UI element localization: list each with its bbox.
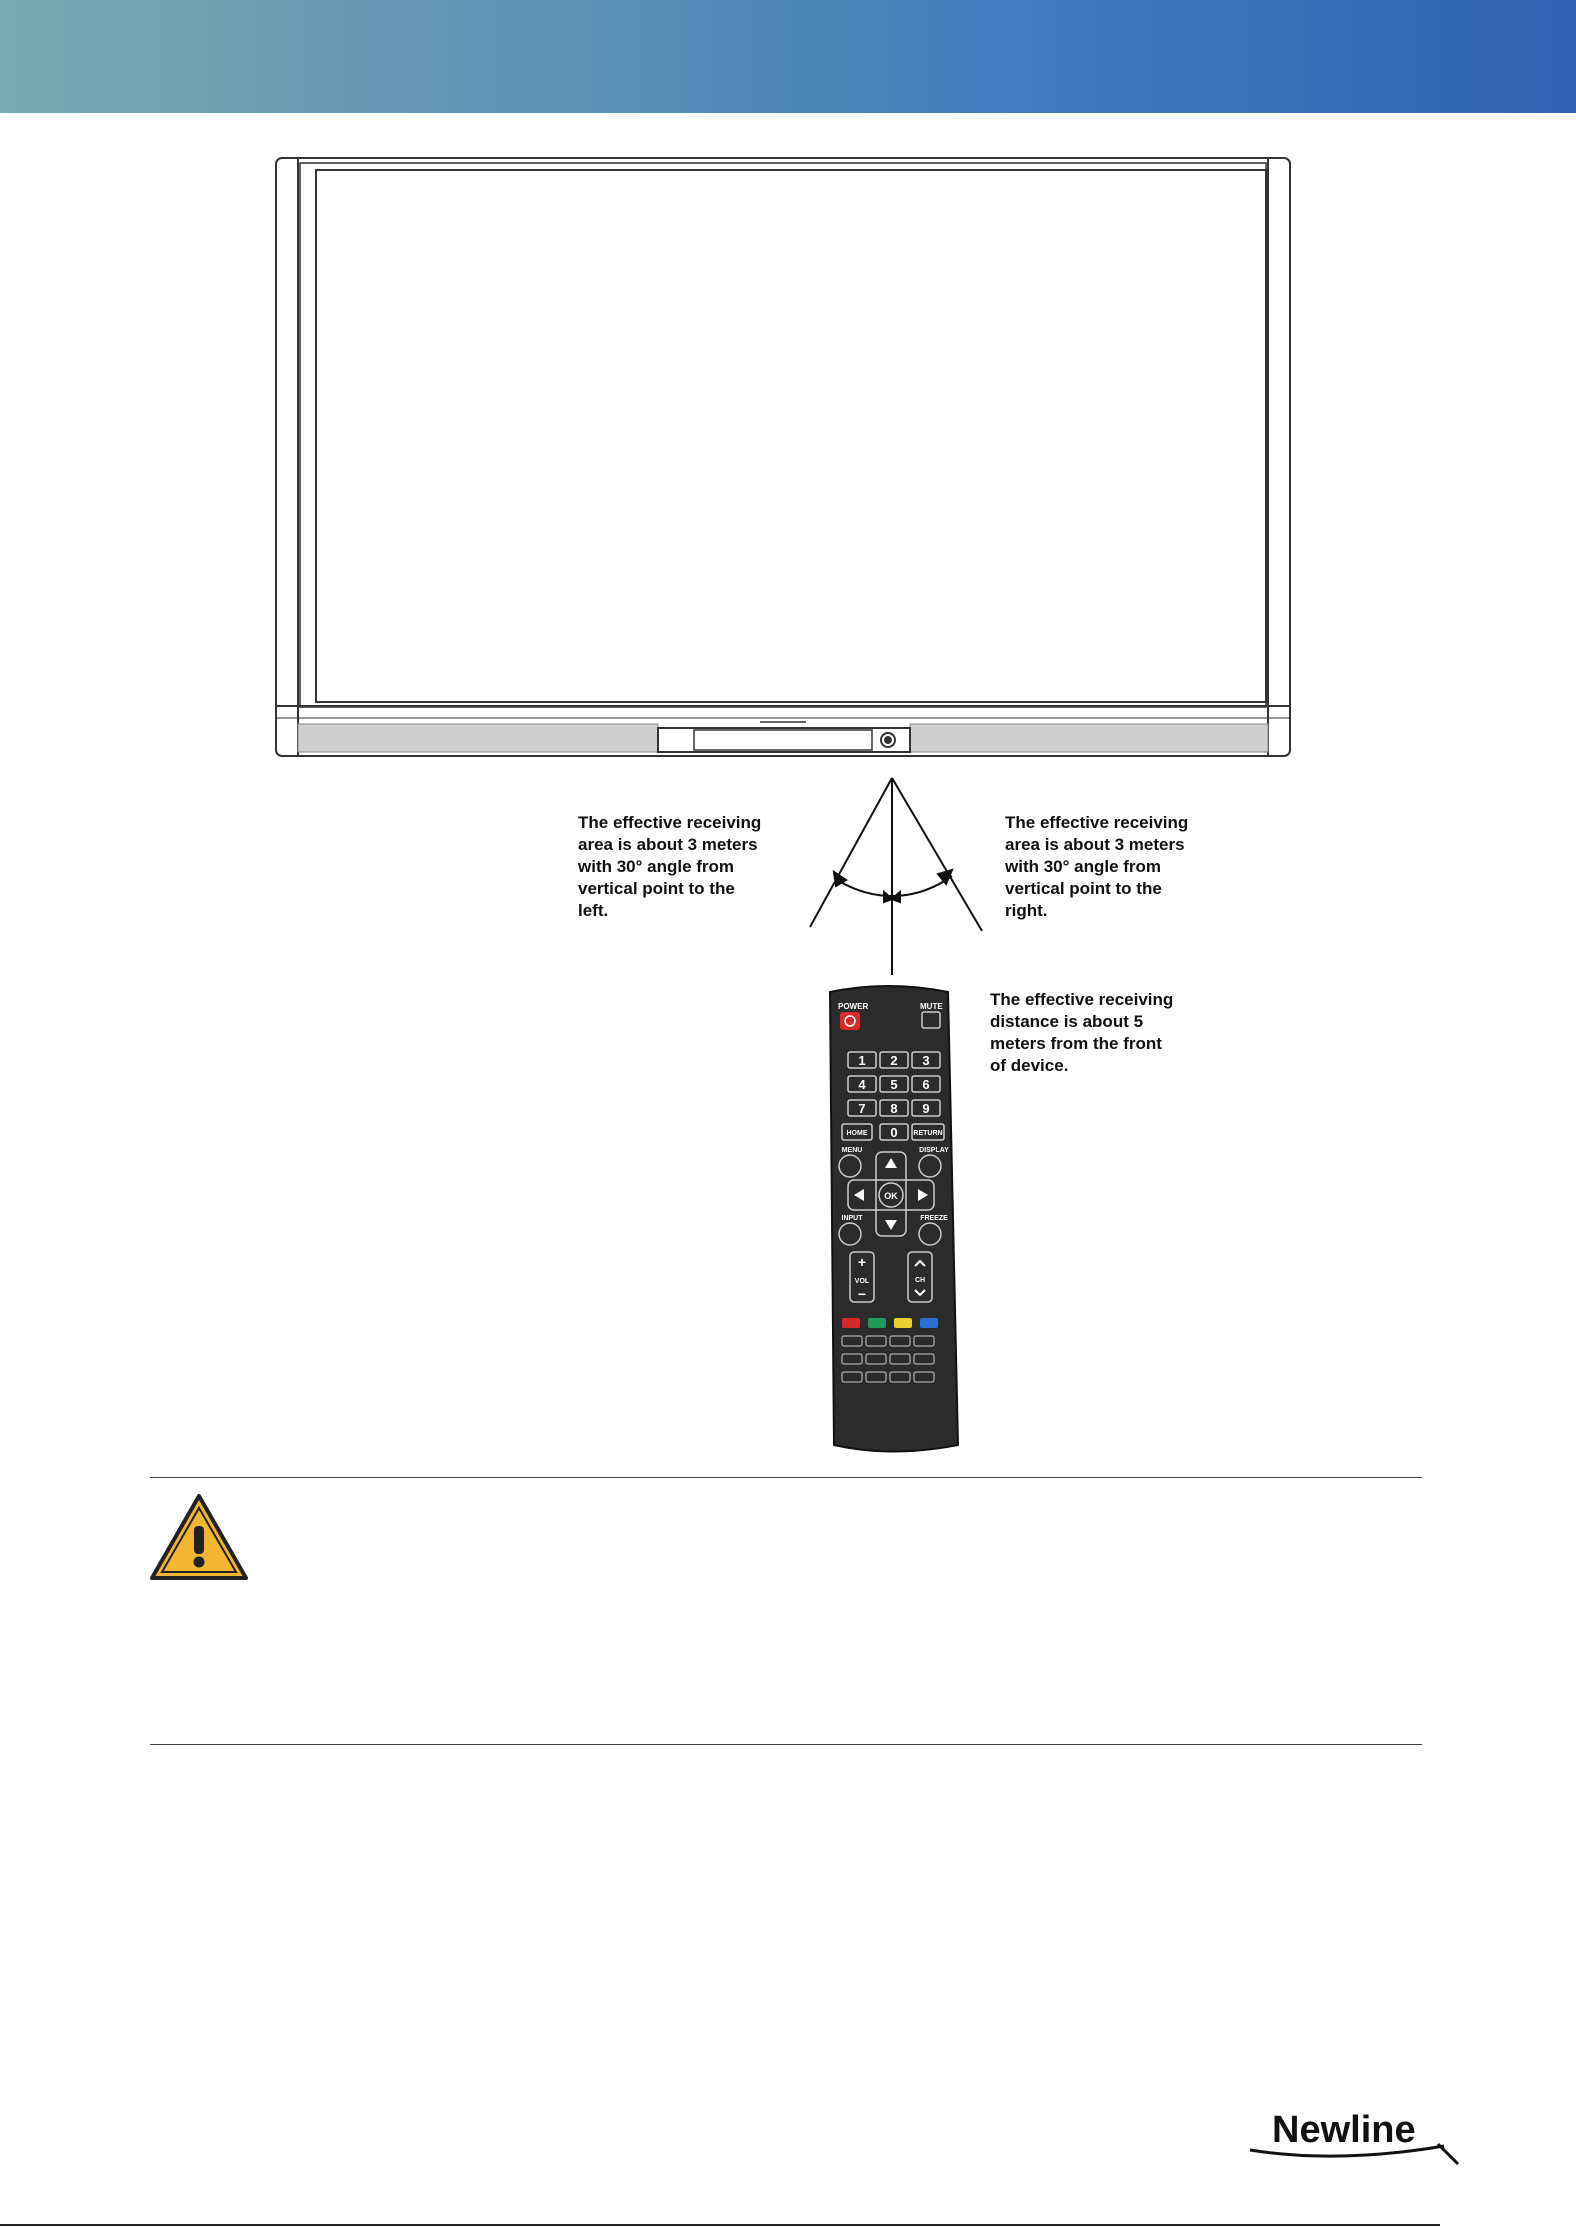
color-key-red — [842, 1318, 860, 1328]
color-key-blue — [920, 1318, 938, 1328]
remote-digit-5: 5 — [890, 1077, 898, 1092]
remote-digit-7: 7 — [858, 1101, 866, 1116]
remote-digit-1: 1 — [858, 1053, 866, 1068]
remote-return-label: RETURN — [913, 1130, 943, 1137]
remote-display-label: DISPLAY — [919, 1147, 949, 1154]
warning-triangle-icon — [148, 1492, 250, 1582]
newline-logo-text: Newline — [1272, 2109, 1416, 2151]
remote-digit-4: 4 — [858, 1077, 866, 1092]
remote-ok-label: OK — [884, 1191, 898, 1201]
remote-digit-6: 6 — [922, 1077, 930, 1092]
remote-digit-0: 0 — [890, 1125, 898, 1140]
remote-input-label: INPUT — [841, 1215, 863, 1222]
remote-menu-label: MENU — [841, 1147, 863, 1154]
remote-mute-label: MUTE — [920, 1002, 943, 1011]
warning-top-rule — [150, 1477, 1422, 1478]
interactive-display-illustration — [276, 158, 1290, 756]
remote-digit-2: 2 — [890, 1053, 898, 1068]
remote-digit-9: 9 — [922, 1101, 930, 1116]
right-angle-callout: The effective receiving area is about 3 meters with 30° angle from vertical point to the right. — [1005, 813, 1189, 920]
remote-control-illustration — [830, 986, 958, 1452]
remote-freeze-label: FREEZE — [920, 1215, 948, 1222]
ir-receiving-angle-lines — [810, 778, 982, 975]
distance-callout: The effective receiving distance is about 5 meters from the front of device. — [990, 990, 1174, 1075]
remote-home-label: HOME — [846, 1130, 868, 1137]
newline-logo — [1248, 2100, 1462, 2172]
remote-digit-3: 3 — [922, 1053, 930, 1068]
svg-text:+: + — [857, 1254, 867, 1270]
power-button — [840, 1012, 860, 1030]
warning-bottom-rule — [150, 1744, 1422, 1745]
remote-ch-label: CH — [914, 1277, 926, 1284]
remote-vol-label: VOL — [854, 1278, 870, 1285]
svg-text:−: − — [857, 1286, 867, 1302]
footer-rule — [0, 2224, 1440, 2226]
color-key-green — [868, 1318, 886, 1328]
remote-power-label: POWER — [838, 1002, 869, 1011]
left-angle-callout: The effective receiving area is about 3 meters with 30° angle from vertical point to the left. — [578, 813, 762, 920]
remote-digit-8: 8 — [890, 1101, 898, 1116]
color-key-yellow — [894, 1318, 912, 1328]
